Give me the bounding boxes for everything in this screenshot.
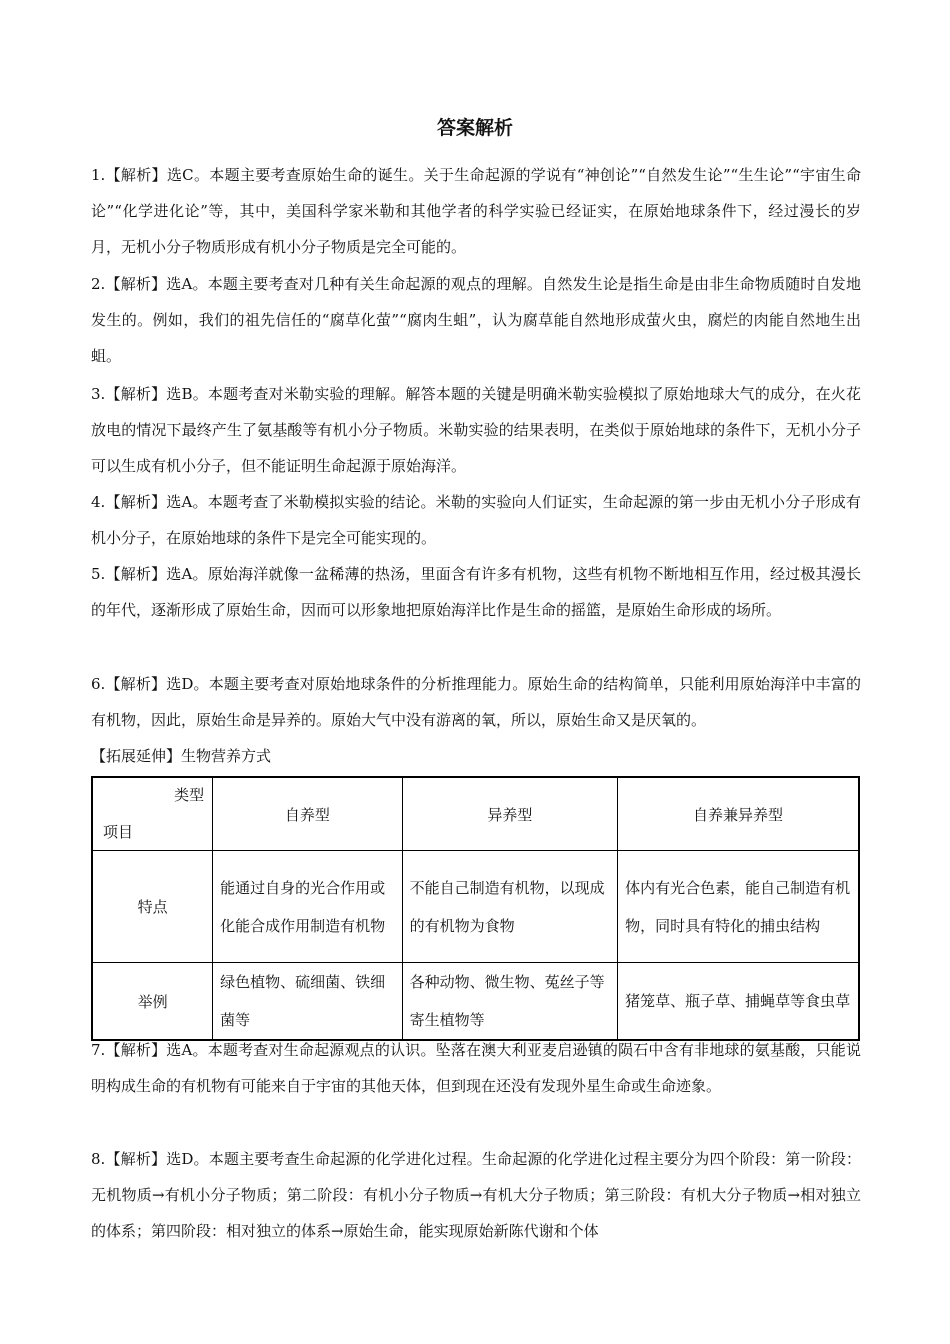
nutrition-table	[91, 776, 860, 1041]
answer-item-1: 1.【解析】选C。本题主要考查原始生命的诞生。关于生命起源的学说有“神创论”“自然发生论”“生生论”“宇宙生命论”“化学进化论”等，其中，美国科学家米勒和其他学者的科学实验已经证实，在原始地球条件下，经过漫长的岁月，无机小分子物质形成有机小分子物质是完全可能的。	[91, 166, 861, 256]
table-cell: 体内有光合色素，能自己制造有机物，同时具有特化的捕虫结构	[618, 851, 859, 963]
table-header-row	[92, 777, 859, 851]
table-cell: 各种动物、微生物、菟丝子等寄生植物等	[402, 963, 617, 1041]
table-row	[92, 851, 859, 963]
table-header-cell: 异养型	[402, 777, 617, 851]
table-row-label: 特点	[92, 851, 213, 963]
page-title: 答案解析	[436, 117, 513, 139]
answer-item-6: 6.【解析】选D。本题主要考查对原始地球条件的分析推理能力。原始生命的结构简单，只能利用原始海洋中丰富的有机物，因此，原始生命是异养的。原始大气中没有游离的氧，所以，原始生命又是厌氧的。	[91, 675, 861, 729]
table-cell: 能通过自身的光合作用或化能合成作用制造有机物	[213, 851, 403, 963]
table-corner-cell: 类型 项目	[92, 777, 213, 851]
answer-item-3: 3.【解析】选B。本题考查对米勒实验的理解。解答本题的关键是明确米勒实验模拟了原始地球大气的成分，在火花放电的情况下最终产生了氨基酸等有机小分子物质。米勒实验的结果表明，在类似于原始地球的条件下，无机小分子可以生成有机小分子，但不能证明生命起源于原始海洋。	[91, 385, 861, 475]
table-row-label: 举例	[92, 963, 213, 1041]
table-cell: 绿色植物、硫细菌、铁细菌等	[213, 963, 403, 1041]
extension-heading: 【拓展延伸】生物营养方式	[91, 747, 272, 765]
answer-item-8: 8.【解析】选D。本题主要考查生命起源的化学进化过程。生命起源的化学进化过程主要分为四个阶段：第一阶段：无机物质→有机小分子物质；第二阶段：有机小分子物质→有机大分子物质；第三阶段：有机大分子物质→相对独立的体系；第四阶段：相对独立的体系→原始生命，能实现原始新陈代谢和个体	[91, 1150, 861, 1240]
table-cell: 不能自己制造有机物，以现成的有机物为食物	[402, 851, 617, 963]
answer-item-2: 2.【解析】选A。本题主要考查对几种有关生命起源的观点的理解。自然发生论是指生命是由非生命物质随时自发地发生的。例如，我们的祖先信任的“腐草化萤”“腐肉生蛆”，认为腐草能自然地形成萤火虫，腐烂的肉能自然地生出蛆。	[91, 275, 861, 365]
table-header-cell: 自养型	[213, 777, 403, 851]
table-header-cell: 自养兼异养型	[618, 777, 859, 851]
answer-item-7: 7.【解析】选A。本题考查对生命起源观点的认识。坠落在澳大利亚麦启逊镇的陨石中含有非地球的氨基酸，只能说明构成生命的有机物有可能来自于宇宙的其他天体，但到现在还没有发现外星生命或生命迹象。	[91, 1041, 861, 1095]
table-row	[92, 963, 859, 1041]
answer-item-4: 4.【解析】选A。本题考查了米勒模拟实验的结论。米勒的实验向人们证实，生命起源的第一步由无机小分子形成有机小分子，在原始地球的条件下是完全可能实现的。	[91, 493, 861, 547]
table-cell: 猪笼草、瓶子草、捕蝇草等食虫草	[618, 963, 859, 1041]
answer-item-5: 5.【解析】选A。原始海洋就像一盆稀薄的热汤，里面含有许多有机物，这些有机物不断地相互作用，经过极其漫长的年代，逐渐形成了原始生命，因而可以形象地把原始海洋比作是生命的摇篮，是原始生命形成的场所。	[91, 565, 861, 619]
